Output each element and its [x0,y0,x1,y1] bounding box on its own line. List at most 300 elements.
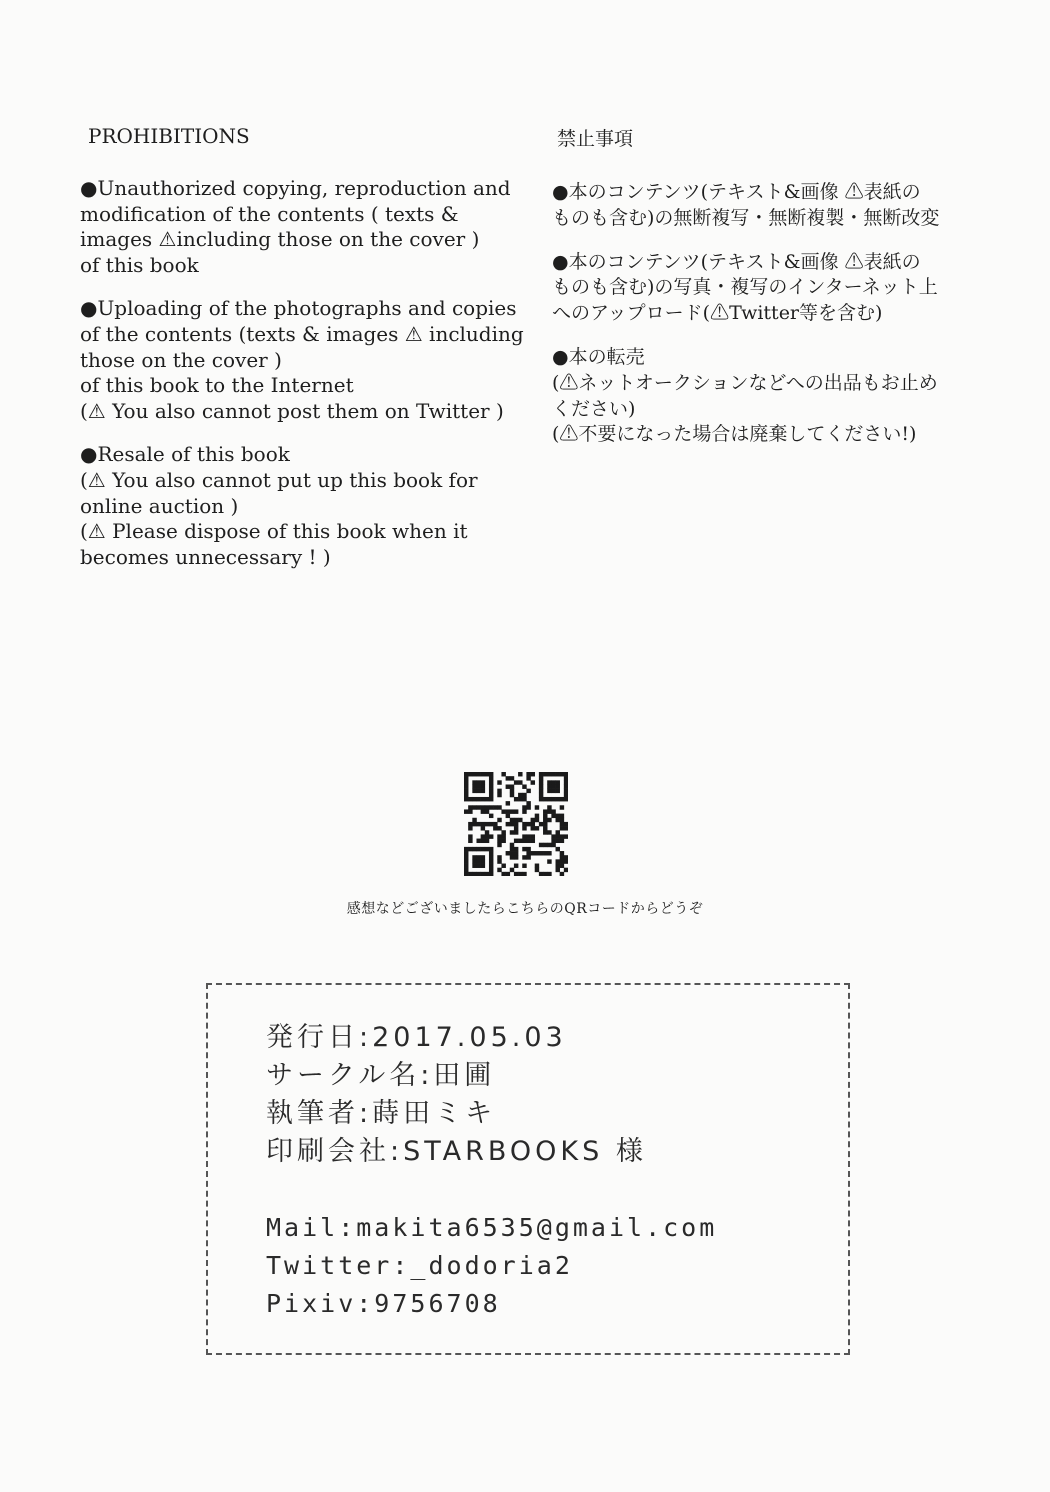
qr-module [547,859,551,863]
qr-module [489,868,493,872]
qr-module [489,784,493,788]
qr-module [560,839,564,843]
prohibition-ja-item [552,345,1012,448]
qr-module [489,834,493,838]
qr-module [551,809,555,813]
qr-module [531,822,535,826]
qr-module [539,776,543,780]
colophon-line: 発行日:2017.05.03 [266,1022,567,1053]
qr-module [514,826,518,830]
qr-module [547,784,551,788]
qr-module [464,847,468,851]
qr-module [476,839,480,843]
qr-module [539,784,543,788]
prohibition-en-item [80,442,530,570]
qr-module [564,826,568,830]
qr-module [481,809,485,813]
prohibition-en-item-line: of this book [80,252,199,277]
qr-module [468,805,472,809]
qr-module [564,776,568,780]
qr-module [556,859,560,863]
colophon-line: 印刷会社:STARBOOKS 様 [266,1136,647,1167]
prohibition-en-item-line: ●Uploading of the photographs and copies [80,296,517,321]
qr-module [485,805,489,809]
qr-module [468,772,472,776]
qr-module [506,809,510,813]
qr-module [543,843,547,847]
qr-module [551,834,555,838]
qr-module [564,780,568,784]
qr-module [551,772,555,776]
prohibition-en-item-line: modification of the contents ( texts & [80,201,459,226]
prohibition-en-item-line: (⚠ Please dispose of this book when it [80,519,468,544]
qr-module [539,843,543,847]
qr-module [506,822,510,826]
qr-module [489,859,493,863]
colophon-box [206,983,850,1355]
qr-module [547,789,551,793]
qr-module [531,818,535,822]
qr-module [489,793,493,797]
qr-module [564,772,568,776]
qr-module [485,847,489,851]
qr-module [510,793,514,797]
qr-module [526,776,530,780]
qr-module [551,789,555,793]
qr-module [522,872,526,876]
qr-module [535,826,539,830]
qr-module [560,797,564,801]
qr-module [497,834,501,838]
qr-module [514,839,518,843]
qr-module [526,851,530,855]
qr-module [510,809,514,813]
qr-module [514,864,518,868]
qr-module [501,834,505,838]
qr-module [514,830,518,834]
qr-module [547,843,551,847]
qr-module [560,826,564,830]
qr-module [489,797,493,801]
qr-module [564,784,568,788]
prohibition-ja-item [552,250,1012,327]
qr-module [551,814,555,818]
qr-module [489,822,493,826]
qr-module [497,826,501,830]
prohibition-en-item-line: images ⚠including those on the cover ) [80,227,480,252]
qr-module [526,822,530,826]
qr-module [564,789,568,793]
qr-module [526,839,530,843]
qr-module [539,851,543,855]
qr-module [543,772,547,776]
colophon-line: サークル名:田圃 [266,1060,496,1091]
qr-module [468,809,472,813]
qr-module [485,839,489,843]
qr-module [472,805,476,809]
qr-module [526,772,530,776]
qr-code-icon [464,772,568,876]
qr-module [464,864,468,868]
qr-module [481,826,485,830]
qr-module [468,872,472,876]
qr-module [481,872,485,876]
qr-module [481,805,485,809]
qr-module [518,839,522,843]
qr-module [464,776,468,780]
qr-module [556,847,560,851]
qr-module [510,830,514,834]
qr-module [485,822,489,826]
qr-module [472,818,476,822]
qr-module [547,772,551,776]
qr-module [556,834,560,838]
qr-module [514,797,518,801]
qr-module [506,851,510,855]
qr-module [485,809,489,813]
qr-module [464,851,468,855]
prohibition-ja-item-line: (⚠不要になった場合は廃棄してください!) [552,423,917,446]
qr-module [485,834,489,838]
qr-module [497,780,501,784]
qr-module [472,872,476,876]
prohibition-ja-item-line: ●本の転売 [552,345,645,368]
qr-module [526,789,530,793]
qr-module [501,830,505,834]
qr-module [514,851,518,855]
qr-module [472,780,476,784]
qr-module [535,814,539,818]
qr-module [547,851,551,855]
qr-code[interactable] [464,772,568,876]
prohibitions-ja-list [552,180,1012,448]
qr-module [481,834,485,838]
qr-module [481,797,485,801]
qr-module [497,789,501,793]
qr-module [501,872,505,876]
qr-module [489,805,493,809]
colophon-lines [266,1019,717,1323]
qr-module [560,872,564,876]
qr-module [522,855,526,859]
qr-module [560,772,564,776]
qr-module [514,847,518,851]
qr-module [531,839,535,843]
qr-module [547,780,551,784]
qr-module [468,797,472,801]
qr-module [526,801,530,805]
qr-module [464,789,468,793]
qr-module [564,797,568,801]
qr-module [468,822,472,826]
qr-module [497,859,501,863]
qr-module [522,834,526,838]
qr-module [526,805,530,809]
qr-module [535,851,539,855]
qr-module [531,834,535,838]
qr-module [547,809,551,813]
qr-module [497,843,501,847]
qr-module [543,872,547,876]
qr-module [518,793,522,797]
qr-module [522,793,526,797]
qr-module [481,784,485,788]
qr-module [510,784,514,788]
prohibition-ja-item-line: ものも含む)の写真・複写のインターネット上 [552,276,938,299]
qr-module [497,818,501,822]
prohibition-en-item-line: becomes unnecessary ! ) [80,544,331,569]
prohibitions-en-list [80,176,530,570]
qr-module [556,814,560,818]
qr-module [506,801,510,805]
qr-module [518,772,522,776]
qr-module [510,847,514,851]
prohibitions-en [80,124,530,588]
qr-module [564,868,568,872]
qr-module [539,780,543,784]
qr-module [472,855,476,859]
qr-module [497,839,501,843]
qr-module [564,793,568,797]
qr-module [497,868,501,872]
qr-module [493,822,497,826]
qr-module [464,780,468,784]
qr-module [564,859,568,863]
colophon-line: 執筆者:蒔田ミキ [266,1098,497,1129]
qr-module [472,847,476,851]
qr-module [489,772,493,776]
qr-module [514,809,518,813]
qr-module [497,805,501,809]
qr-module [464,784,468,788]
qr-module [489,814,493,818]
qr-module [485,872,489,876]
prohibitions-en-heading: PROHIBITIONS [88,124,250,148]
qr-module [551,797,555,801]
qr-module [556,830,560,834]
qr-module [535,868,539,872]
qr-module [556,789,560,793]
qr-module [489,872,493,876]
qr-module [464,809,468,813]
qr-module [514,872,518,876]
qr-module [510,868,514,872]
qr-module [510,851,514,855]
qr-module [543,814,547,818]
qr-module [476,822,480,826]
qr-module [489,780,493,784]
qr-module [485,830,489,834]
qr-module [493,805,497,809]
qr-module [518,797,522,801]
qr-module [497,793,501,797]
qr-module [476,864,480,868]
qr-module [539,797,543,801]
qr-module [501,839,505,843]
qr-module [560,818,564,822]
qr-module [481,864,485,868]
qr-module [560,851,564,855]
qr-module [564,822,568,826]
qr-module [506,872,510,876]
qr-module [468,834,472,838]
prohibition-en-item-line: of this book to the Internet [80,373,354,398]
qr-module [547,818,551,822]
qr-module [522,864,526,868]
qr-module [501,864,505,868]
qr-module [551,780,555,784]
qr-module [472,772,476,776]
qr-module [556,797,560,801]
qr-module [506,814,510,818]
qr-module [539,872,543,876]
qr-module [560,859,564,863]
prohibition-ja-item-line: ものも含む)の無断複写・無断複製・無断改変 [552,206,940,229]
qr-module [526,834,530,838]
qr-module [493,826,497,830]
qr-module [476,780,480,784]
qr-module [476,797,480,801]
qr-module [556,818,560,822]
qr-module [522,826,526,830]
qr-module [543,797,547,801]
colophon-contact-line: Mail:makita6535@gmail.com [266,1213,718,1242]
qr-module [518,818,522,822]
qr-module [464,868,468,872]
qr-module [464,797,468,801]
qr-module [510,843,514,847]
qr-module [539,793,543,797]
qr-module [560,855,564,859]
qr-module [560,814,564,818]
prohibitions-ja [552,124,1012,466]
prohibition-ja-item-line: ●本のコンテンツ(テキスト&画像 ⚠表紙の [552,250,921,273]
qr-module [506,784,510,788]
qr-module [510,855,514,859]
prohibition-en-item [80,176,530,278]
qr-module [560,822,564,826]
qr-module [514,818,518,822]
qr-module [464,859,468,863]
qr-module [556,780,560,784]
prohibition-ja-item-line: ください) [552,397,636,420]
qr-module [551,784,555,788]
qr-module [510,789,514,793]
prohibition-ja-item [552,180,1012,232]
qr-module [472,784,476,788]
qr-module [556,868,560,872]
qr-module [531,772,535,776]
qr-module [510,822,514,826]
prohibition-ja-item-line: (⚠ネットオークションなどへの出品もお止め [552,371,938,394]
qr-module [489,789,493,793]
qr-module [522,784,526,788]
qr-module [539,772,543,776]
qr-module [481,855,485,859]
qr-module [472,789,476,793]
qr-module [481,772,485,776]
qr-module [560,805,564,809]
prohibition-ja-item-line: へのアップロード(⚠Twitter等を含む) [552,302,883,325]
qr-module [472,797,476,801]
qr-module [468,839,472,843]
qr-module [531,780,535,784]
prohibition-en-item-line: ●Resale of this book [80,442,290,467]
prohibition-en-item-line: (⚠ You also cannot put up this book for [80,467,478,492]
qr-module [522,822,526,826]
qr-module [476,784,480,788]
colophon-contact-line: Twitter:_dodoria2 [266,1251,573,1280]
qr-module [564,834,568,838]
prohibition-en-item-line: of the contents (texts & images ⚠ including [80,321,524,346]
qr-module [556,772,560,776]
qr-module [526,855,530,859]
qr-module [485,797,489,801]
qr-module [522,805,526,809]
qr-module [531,851,535,855]
qr-module [489,847,493,851]
qr-module [543,818,547,822]
qr-module [522,809,526,813]
qr-module [522,847,526,851]
qr-module [560,864,564,868]
qr-module [468,826,472,830]
qr-module [501,772,505,776]
qr-module [518,872,522,876]
qr-module [476,789,480,793]
qr-module [526,847,530,851]
qr-module [539,789,543,793]
qr-module [539,822,543,826]
qr-module [476,847,480,851]
qr-module [489,864,493,868]
qr-module [481,839,485,843]
qr-module [547,830,551,834]
qr-module [464,772,468,776]
qr-module [535,818,539,822]
qr-module [556,839,560,843]
qr-module [514,855,518,859]
qr-module [472,859,476,863]
qr-module [468,847,472,851]
qr-module [564,855,568,859]
qr-module [560,834,564,838]
qr-module [481,789,485,793]
qr-module [464,793,468,797]
qr-module [522,839,526,843]
qr-module [472,822,476,826]
qr-module [510,776,514,780]
qr-module [510,818,514,822]
qr-module [518,780,522,784]
qr-module [543,822,547,826]
qr-module [472,864,476,868]
qr-module [481,847,485,851]
prohibition-ja-item-line: ●本のコンテンツ(テキスト&画像 ⚠表紙の [552,181,921,203]
qr-module [543,826,547,830]
qr-module [476,872,480,876]
qr-module [481,822,485,826]
qr-module [476,805,480,809]
qr-module [506,776,510,780]
qr-module [535,864,539,868]
qr-module [547,805,551,809]
qr-module [543,809,547,813]
qr-module [531,826,535,830]
prohibition-en-item [80,296,530,424]
qr-module [547,872,551,876]
qr-module [481,780,485,784]
